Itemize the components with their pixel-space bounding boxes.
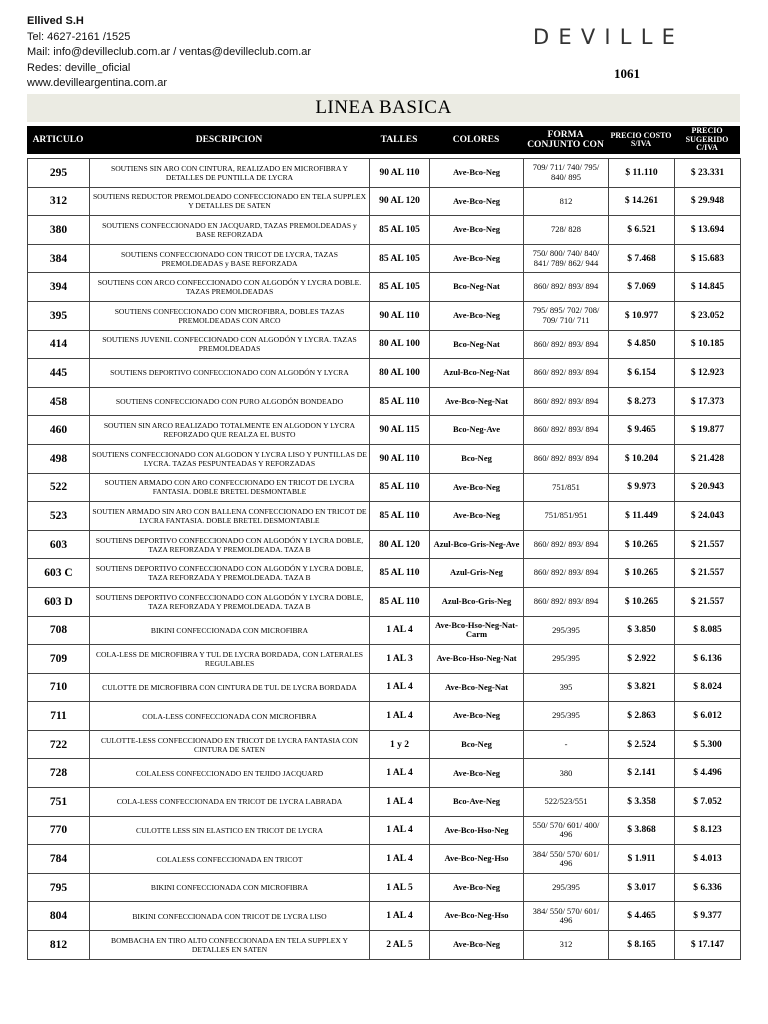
description-cell: SOUTIENS CONFECCIONADO CON ALGODON Y LYCRA LISO Y PUNTILLAS DE LYCRA. TAZAS PESPUNTEADAS Y REFORZADAS	[90, 444, 370, 473]
col-header-articulo: ARTICULO	[32, 135, 84, 145]
set-with-cell: 860/ 892/ 893/ 894	[524, 359, 609, 388]
description-cell: COLALESS CONFECCIONADA EN TRICOT	[90, 845, 370, 874]
document-number: 1061	[614, 66, 640, 81]
set-with-cell: 795/ 895/ 702/ 708/ 709/ 710/ 711	[524, 301, 609, 330]
table-row	[28, 473, 741, 502]
colors-cell: Ave-Bco-Neg	[430, 301, 524, 330]
suggested-price-cell: $ 9.377	[675, 902, 741, 931]
social-line: Redes: deville_oficial	[27, 61, 131, 74]
set-with-cell: 380	[524, 759, 609, 788]
sizes-cell: 1 AL 4	[370, 759, 430, 788]
table-row	[28, 902, 741, 931]
page-title: LINEA BASICA	[27, 94, 740, 122]
description-cell: COLALESS CONFECCIONADO EN TEJIDO JACQUARD	[90, 759, 370, 788]
suggested-price-cell: $ 24.043	[675, 502, 741, 531]
suggested-price-cell: $ 13.694	[675, 216, 741, 245]
sizes-cell: 1 y 2	[370, 730, 430, 759]
set-with-cell: 750/ 800/ 740/ 840/ 841/ 789/ 862/ 944	[524, 244, 609, 273]
set-with-cell: 550/ 570/ 601/ 400/ 496	[524, 816, 609, 845]
description-cell: COLA-LESS DE MICROFIBRA Y TUL DE LYCRA BORDADA, CON LATERALES REGULABLES	[90, 645, 370, 674]
cost-price-cell: $ 1.911	[609, 845, 675, 874]
sizes-cell: 90 AL 120	[370, 187, 430, 216]
set-with-cell: 384/ 550/ 570/ 601/ 496	[524, 902, 609, 931]
description-cell: SOUTIENS REDUCTOR PREMOLDEADO CONFECCIONADO EN TELA SUPPLEX Y DETALLES DE SATEN	[90, 187, 370, 216]
table-row	[28, 301, 741, 330]
suggested-price-cell: $ 6.012	[675, 702, 741, 731]
table-row	[28, 873, 741, 902]
suggested-price-cell: $ 21.557	[675, 587, 741, 616]
colors-cell: Ave-Bco-Neg	[430, 159, 524, 188]
colors-cell: Bco-Neg-Nat	[430, 330, 524, 359]
article-cell: 458	[28, 387, 90, 416]
article-cell: 522	[28, 473, 90, 502]
table-row	[28, 845, 741, 874]
sizes-cell: 1 AL 4	[370, 788, 430, 817]
colors-cell: Azul-Bco-Gris-Neg	[430, 587, 524, 616]
table-row	[28, 816, 741, 845]
description-cell: SOUTIENS JUVENIL CONFECCIONADO CON ALGODÓN Y LYCRA. TAZAS PREMOLDEADAS	[90, 330, 370, 359]
colors-cell: Ave-Bco-Neg-Nat	[430, 673, 524, 702]
cost-price-cell: $ 8.273	[609, 387, 675, 416]
cost-price-cell: $ 7.468	[609, 244, 675, 273]
table-row	[28, 444, 741, 473]
suggested-price-cell: $ 5.300	[675, 730, 741, 759]
colors-cell: Bco-Ave-Neg	[430, 788, 524, 817]
article-cell: 498	[28, 444, 90, 473]
sizes-cell: 80 AL 100	[370, 359, 430, 388]
description-cell: COLA-LESS CONFECCIONADA CON MICROFIBRA	[90, 702, 370, 731]
set-with-cell: 312	[524, 931, 609, 960]
cost-price-cell: $ 9.973	[609, 473, 675, 502]
sizes-cell: 85 AL 110	[370, 502, 430, 531]
suggested-price-cell: $ 8.123	[675, 816, 741, 845]
sizes-cell: 90 AL 110	[370, 301, 430, 330]
description-cell: CULOTTE-LESS CONFECCIONADO EN TRICOT DE LYCRA FANTASIA CON CINTURA DE SATEN	[90, 730, 370, 759]
colors-cell: Azul-Gris-Neg	[430, 559, 524, 588]
suggested-price-cell: $ 19.877	[675, 416, 741, 445]
table-row	[28, 559, 741, 588]
sizes-cell: 85 AL 105	[370, 273, 430, 302]
cost-price-cell: $ 4.465	[609, 902, 675, 931]
colors-cell: Azul-Bco-Neg-Nat	[430, 359, 524, 388]
cost-price-cell: $ 10.265	[609, 559, 675, 588]
article-cell: 784	[28, 845, 90, 874]
table-row	[28, 273, 741, 302]
colors-cell: Bco-Neg	[430, 730, 524, 759]
suggested-price-cell: $ 8.085	[675, 616, 741, 645]
article-cell: 312	[28, 187, 90, 216]
sizes-cell: 85 AL 110	[370, 587, 430, 616]
colors-cell: Ave-Bco-Neg	[430, 931, 524, 960]
suggested-price-cell: $ 6.136	[675, 645, 741, 674]
cost-price-cell: $ 8.165	[609, 931, 675, 960]
suggested-price-cell: $ 12.923	[675, 359, 741, 388]
description-cell: SOUTIENS CONFECCIONADO CON MICROFIBRA, DOBLES TAZAS PREMOLDEADAS CON ARCO	[90, 301, 370, 330]
description-cell: BIKINI CONFECCIONADA CON TRICOT DE LYCRA LISO	[90, 902, 370, 931]
table-row	[28, 244, 741, 273]
set-with-cell: -	[524, 730, 609, 759]
table-row	[28, 159, 741, 188]
cost-price-cell: $ 10.204	[609, 444, 675, 473]
set-with-cell: 860/ 892/ 893/ 894	[524, 530, 609, 559]
description-cell: SOUTIENS CONFECCIONADO CON TRICOT DE LYCRA, TAZAS PREMOLDEADAS y BASE REFORZADA	[90, 244, 370, 273]
suggested-price-cell: $ 10.185	[675, 330, 741, 359]
set-with-cell: 384/ 550/ 570/ 601/ 496	[524, 845, 609, 874]
set-with-cell: 709/ 711/ 740/ 795/ 840/ 895	[524, 159, 609, 188]
table-row	[28, 330, 741, 359]
colors-cell: Ave-Bco-Hso-Neg-Nat-Carm	[430, 616, 524, 645]
description-cell: SOUTIENS SIN ARO CON CINTURA, REALIZADO EN MICROFIBRA Y DETALLES DE PUNTILLA DE LYCRA	[90, 159, 370, 188]
colors-cell: Ave-Bco-Hso-Neg	[430, 816, 524, 845]
cost-price-cell: $ 7.069	[609, 273, 675, 302]
table-row	[28, 187, 741, 216]
description-cell: COLA-LESS CONFECCIONADA EN TRICOT DE LYCRA LABRADA	[90, 788, 370, 817]
table-row	[28, 645, 741, 674]
cost-price-cell: $ 9.465	[609, 416, 675, 445]
set-with-cell: 522/523/551	[524, 788, 609, 817]
description-cell: CULOTTE LESS SIN ELASTICO EN TRICOT DE LYCRA	[90, 816, 370, 845]
article-cell: 708	[28, 616, 90, 645]
article-cell: 414	[28, 330, 90, 359]
set-with-cell: 860/ 892/ 893/ 894	[524, 387, 609, 416]
suggested-price-cell: $ 15.683	[675, 244, 741, 273]
colors-cell: Bco-Neg-Nat	[430, 273, 524, 302]
table-row	[28, 216, 741, 245]
colors-cell: Ave-Bco-Neg-Nat	[430, 387, 524, 416]
description-cell: SOUTIEN ARMADO CON ARO CONFECCIONADO EN TRICOT DE LYCRA FANTASIA. DOBLE BRETEL DESMONTABLE	[90, 473, 370, 502]
set-with-cell: 728/ 828	[524, 216, 609, 245]
article-cell: 395	[28, 301, 90, 330]
mail-line: Mail: info@devilleclub.com.ar / ventas@devilleclub.com.ar	[27, 46, 312, 58]
suggested-price-cell: $ 7.052	[675, 788, 741, 817]
description-cell: SOUTIENS DEPORTIVO CONFECCIONADO CON ALGODÓN Y LYCRA	[90, 359, 370, 388]
suggested-price-cell: $ 8.024	[675, 673, 741, 702]
table-row	[28, 359, 741, 388]
sizes-cell: 1 AL 4	[370, 616, 430, 645]
colors-cell: Ave-Bco-Neg	[430, 502, 524, 531]
table-row	[28, 502, 741, 531]
col-header-talles: TALLES	[380, 135, 418, 145]
sizes-cell: 80 AL 120	[370, 530, 430, 559]
table-row	[28, 673, 741, 702]
description-cell: SOUTIENS DEPORTIVO CONFECCIONADO CON ALGODÓN Y LYCRA DOBLE, TAZA REFORZADA Y PREMOLDEADA. TAZA B	[90, 587, 370, 616]
table-row	[28, 387, 741, 416]
colors-cell: Ave-Bco-Neg	[430, 702, 524, 731]
company-contact-block	[27, 14, 311, 92]
cost-price-cell: $ 11.110	[609, 159, 675, 188]
website-line: www.devilleargentina.com.ar	[27, 77, 168, 89]
set-with-cell: 295/395	[524, 645, 609, 674]
article-cell: 795	[28, 873, 90, 902]
description-cell: SOUTIENS CONFECCIONADO CON PURO ALGODÓN BONDEADO	[90, 387, 370, 416]
article-cell: 460	[28, 416, 90, 445]
colors-cell: Ave-Bco-Neg-Hso	[430, 845, 524, 874]
sizes-cell: 85 AL 110	[370, 559, 430, 588]
article-cell: 711	[28, 702, 90, 731]
table-row	[28, 587, 741, 616]
article-cell: 709	[28, 645, 90, 674]
article-cell: 394	[28, 273, 90, 302]
sizes-cell: 1 AL 4	[370, 902, 430, 931]
colors-cell: Bco-Neg-Ave	[430, 416, 524, 445]
article-cell: 380	[28, 216, 90, 245]
table-row	[28, 759, 741, 788]
colors-cell: Ave-Bco-Neg	[430, 216, 524, 245]
cost-price-cell: $ 3.017	[609, 873, 675, 902]
description-cell: SOUTIENS CONFECCIONADO EN JACQUARD, TAZAS PREMOLDEADAS y BASE REFORZADA	[90, 216, 370, 245]
description-cell: SOUTIEN SIN ARCO REALIZADO TOTALMENTE EN ALGODON Y LYCRA REFORZADO QUE REALZA EL BUSTO	[90, 416, 370, 445]
sizes-cell: 80 AL 100	[370, 330, 430, 359]
description-cell: CULOTTE DE MICROFIBRA CON CINTURA DE TUL DE LYCRA BORDADA	[90, 673, 370, 702]
colors-cell: Azul-Bco-Gris-Neg-Ave	[430, 530, 524, 559]
description-cell: BIKINI CONFECCIONADA CON MICROFIBRA	[90, 873, 370, 902]
cost-price-cell: $ 2.863	[609, 702, 675, 731]
article-cell: 295	[28, 159, 90, 188]
cost-price-cell: $ 10.977	[609, 301, 675, 330]
set-with-cell: 751/851	[524, 473, 609, 502]
table-row	[28, 702, 741, 731]
set-with-cell: 860/ 892/ 893/ 894	[524, 416, 609, 445]
suggested-price-cell: $ 21.557	[675, 530, 741, 559]
colors-cell: Ave-Bco-Neg	[430, 759, 524, 788]
col-header-descripcion: DESCRIPCION	[195, 135, 263, 145]
article-cell: 804	[28, 902, 90, 931]
colors-cell: Ave-Bco-Neg	[430, 873, 524, 902]
set-with-cell: 812	[524, 187, 609, 216]
suggested-price-cell: $ 23.331	[675, 159, 741, 188]
set-with-cell: 860/ 892/ 893/ 894	[524, 587, 609, 616]
table-row	[28, 730, 741, 759]
colors-cell: Ave-Bco-Neg	[430, 244, 524, 273]
sizes-cell: 90 AL 110	[370, 159, 430, 188]
cost-price-cell: $ 10.265	[609, 587, 675, 616]
cost-price-cell: $ 3.358	[609, 788, 675, 817]
description-cell: SOUTIEN ARMADO SIN ARO CON BALLENA CONFECCIONADO EN TRICOT DE LYCRA FANTASIA. DOBLE BRETEL DESMONTABLE	[90, 502, 370, 531]
suggested-price-cell: $ 21.428	[675, 444, 741, 473]
sizes-cell: 1 AL 4	[370, 702, 430, 731]
set-with-cell: 860/ 892/ 893/ 894	[524, 273, 609, 302]
cost-price-cell: $ 6.154	[609, 359, 675, 388]
article-cell: 710	[28, 673, 90, 702]
cost-price-cell: $ 2.141	[609, 759, 675, 788]
phone-line: Tel: 4627-2161 /1525	[27, 30, 131, 43]
price-table-body	[28, 159, 741, 960]
colors-cell: Ave-Bco-Neg	[430, 187, 524, 216]
description-cell: SOUTIENS CON ARCO CONFECCIONADO CON ALGODÓN Y LYCRA DOBLE. TAZAS PREMOLDEADAS	[90, 273, 370, 302]
table-row	[28, 788, 741, 817]
set-with-cell: 860/ 892/ 893/ 894	[524, 330, 609, 359]
table-header	[27, 126, 740, 154]
article-cell: 523	[28, 502, 90, 531]
set-with-cell: 860/ 892/ 893/ 894	[524, 444, 609, 473]
suggested-price-cell: $ 17.147	[675, 931, 741, 960]
col-header-colores: COLORES	[452, 135, 500, 145]
description-cell: SOUTIENS DEPORTIVO CONFECCIONADO CON ALGODÓN Y LYCRA DOBLE, TAZA REFORZADA Y PREMOLDEADA. TAZA B	[90, 559, 370, 588]
description-cell: SOUTIENS DEPORTIVO CONFECCIONADO CON ALGODÓN Y LYCRA DOBLE, TAZA REFORZADA Y PREMOLDEADA. TAZA B	[90, 530, 370, 559]
cost-price-cell: $ 10.265	[609, 530, 675, 559]
cost-price-cell: $ 3.850	[609, 616, 675, 645]
suggested-price-cell: $ 4.013	[675, 845, 741, 874]
col-header-precio-costo: PRECIO COSTO S/IVA	[610, 130, 672, 148]
set-with-cell: 295/395	[524, 616, 609, 645]
article-cell: 384	[28, 244, 90, 273]
article-cell: 770	[28, 816, 90, 845]
table-row	[28, 530, 741, 559]
sizes-cell: 1 AL 3	[370, 645, 430, 674]
article-cell: 728	[28, 759, 90, 788]
sizes-cell: 1 AL 5	[370, 873, 430, 902]
sizes-cell: 85 AL 110	[370, 387, 430, 416]
cost-price-cell: $ 3.821	[609, 673, 675, 702]
description-cell: BOMBACHA EN TIRO ALTO CONFECCIONADA EN TELA SUPPLEX Y DETALLES EN SATEN	[90, 931, 370, 960]
colors-cell: Ave-Bco-Hso-Neg-Nat	[430, 645, 524, 674]
colors-cell: Ave-Bco-Neg	[430, 473, 524, 502]
sizes-cell: 1 AL 4	[370, 673, 430, 702]
sizes-cell: 85 AL 110	[370, 473, 430, 502]
article-cell: 603 D	[28, 587, 90, 616]
suggested-price-cell: $ 6.336	[675, 873, 741, 902]
sizes-cell: 90 AL 115	[370, 416, 430, 445]
col-header-forma: FORMA CONJUNTO CON	[527, 130, 604, 150]
col-header-precio-sugerido: PRECIO SUGERIDO C/IVA	[685, 126, 729, 153]
set-with-cell: 295/395	[524, 873, 609, 902]
sizes-cell: 85 AL 105	[370, 244, 430, 273]
colors-cell: Bco-Neg	[430, 444, 524, 473]
cost-price-cell: $ 3.868	[609, 816, 675, 845]
article-cell: 603	[28, 530, 90, 559]
description-cell: BIKINI CONFECCIONADA CON MICROFIBRA	[90, 616, 370, 645]
price-table	[27, 158, 741, 960]
suggested-price-cell: $ 29.948	[675, 187, 741, 216]
cost-price-cell: $ 2.524	[609, 730, 675, 759]
colors-cell: Ave-Bco-Neg-Hso	[430, 902, 524, 931]
sizes-cell: 90 AL 110	[370, 444, 430, 473]
cost-price-cell: $ 6.521	[609, 216, 675, 245]
cost-price-cell: $ 2.922	[609, 645, 675, 674]
article-cell: 722	[28, 730, 90, 759]
table-row	[28, 931, 741, 960]
suggested-price-cell: $ 14.845	[675, 273, 741, 302]
cost-price-cell: $ 11.449	[609, 502, 675, 531]
set-with-cell: 860/ 892/ 893/ 894	[524, 559, 609, 588]
suggested-price-cell: $ 17.373	[675, 387, 741, 416]
table-row	[28, 416, 741, 445]
suggested-price-cell: $ 23.052	[675, 301, 741, 330]
suggested-price-cell: $ 20.943	[675, 473, 741, 502]
table-row	[28, 616, 741, 645]
suggested-price-cell: $ 4.496	[675, 759, 741, 788]
sizes-cell: 1 AL 4	[370, 845, 430, 874]
set-with-cell: 395	[524, 673, 609, 702]
sizes-cell: 85 AL 105	[370, 216, 430, 245]
article-cell: 751	[28, 788, 90, 817]
article-cell: 445	[28, 359, 90, 388]
article-cell: 812	[28, 931, 90, 960]
suggested-price-cell: $ 21.557	[675, 559, 741, 588]
set-with-cell: 751/851/951	[524, 502, 609, 531]
sizes-cell: 1 AL 4	[370, 816, 430, 845]
set-with-cell: 295/395	[524, 702, 609, 731]
article-cell: 603 C	[28, 559, 90, 588]
company-name: Ellived S.H	[27, 15, 84, 27]
cost-price-cell: $ 4.850	[609, 330, 675, 359]
brand-logo: DEVILLE	[533, 25, 685, 49]
cost-price-cell: $ 14.261	[609, 187, 675, 216]
sizes-cell: 2 AL 5	[370, 931, 430, 960]
